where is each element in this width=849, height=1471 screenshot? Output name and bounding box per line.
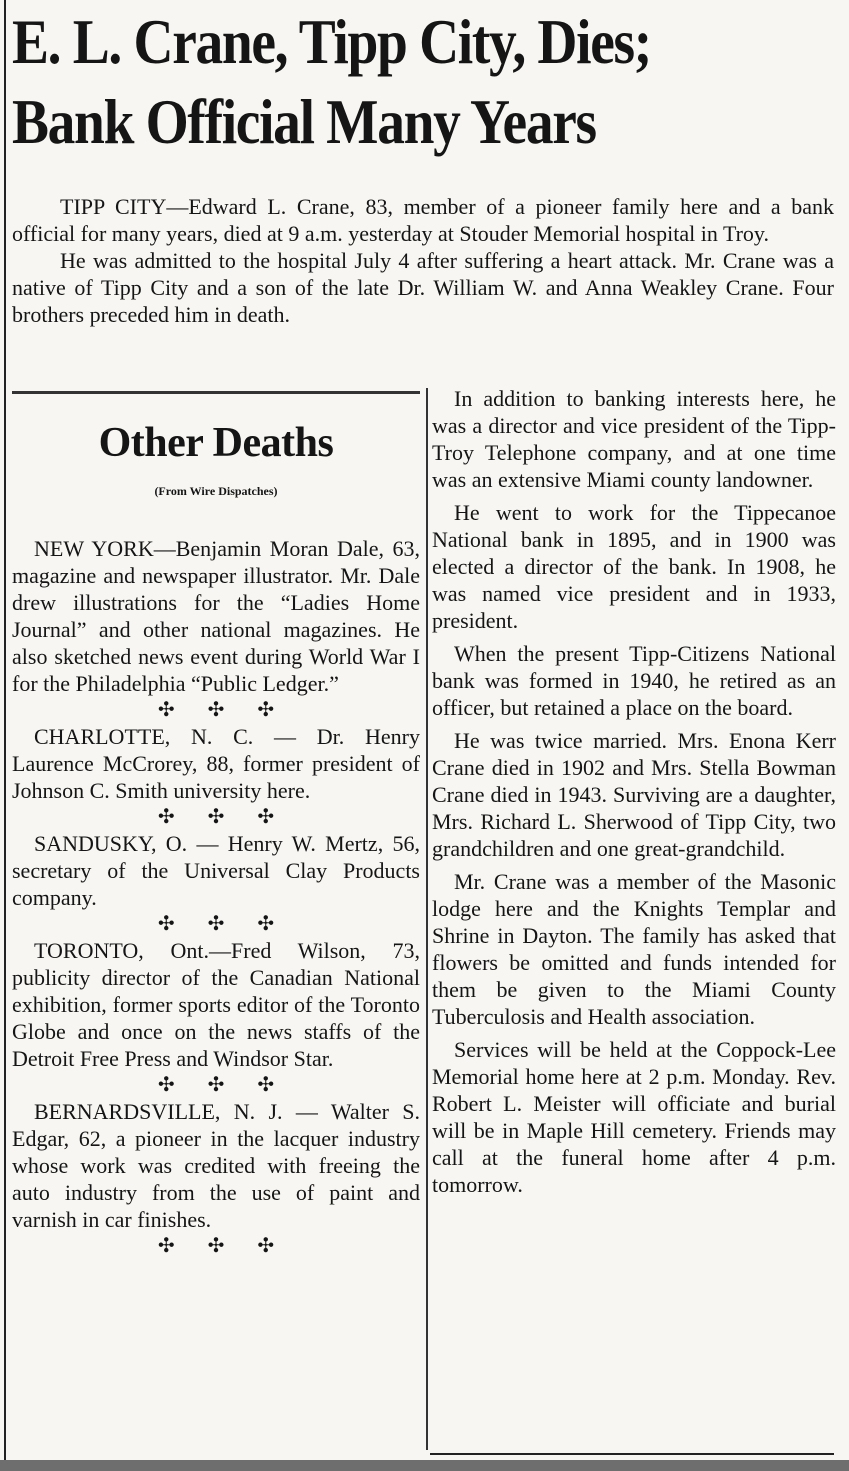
lead-article [12,193,834,328]
ornament-divider: ✣ ✣ ✣ [157,1074,289,1096]
bottom-rule [430,1453,834,1455]
article-paragraph: He went to work for the Tippecanoe National bank in 1895, and in 1900 was elected a director of the bank. In 1908, he was named vice president and in 1933, president. [432,500,836,633]
article-paragraph: When the present Tipp-Citizens National bank was formed in 1940, he retired as an officer, but retained a place on the board. [432,641,836,720]
death-notice: SANDUSKY, O. — Henry W. Mertz, 56, secretary of the Universal Clay Products company. [12,831,420,910]
death-notice: CHARLOTTE, N. C. — Dr. Henry Laurence McCrorey, 88, former president of Johnson C. Smith university here. [12,724,420,803]
article-paragraph: He was twice married. Mrs. Enona Kerr Crane died in 1902 and Mrs. Stella Bowman Crane died in 1943. Surviving are a daughter, Mrs. Richard L. Sherwood of Tipp City, two grandchildren and one great-grandchild. [432,728,836,861]
other-deaths-column [12,535,420,1259]
headline-line-2: Bank Official Many Years [12,87,596,157]
article-paragraph: Services will be held at the Coppock-Lee Memorial home here at 2 p.m. Monday. Rev. Robert L. Meister will officiate and burial will be in Maple Hill cemetery. Friends may call at the funeral home after 4 p.m. tomorrow. [432,1037,836,1197]
death-notice: NEW YORK—Benjamin Moran Dale, 63, magazine and newspaper illustrator. Mr. Dale drew illustrations for the “Ladies Home Journal” and other national magazines. He also sketched news event during World War I for the Philadelphia “Public Ledger.” [12,536,420,696]
lead-paragraph: He was admitted to the hospital July 4 after suffering a heart attack. Mr. Crane was a native of Tipp City and a son of the late Dr. William W. and Anna Weakley Crane. Four brothers preceded him in death. [12,248,834,327]
ornament-divider: ✣ ✣ ✣ [157,699,289,721]
ornament-divider: ✣ ✣ ✣ [157,806,289,828]
death-notice: BERNARDSVILLE, N. J. — Walter S. Edgar, 62, a pioneer in the lacquer industry whose work was credited with freeing the auto industry from the use of paint and varnish in car finishes. [12,1099,420,1232]
article-continuation-column [432,385,836,1204]
section-rule [12,391,420,394]
page-edge-rule [4,0,6,1460]
article-paragraph: Mr. Crane was a member of the Masonic lodge here and the Knights Templar and Shrine in Dayton. The family has asked that flowers be omitted and funds intended for them be given to the Miami County Tuberculosis and Health association. [432,869,836,1029]
other-deaths-title: Other Deaths [98,420,334,466]
death-notice: TORONTO, Ont.—Fred Wilson, 73, publicity director of the Canadian National exhibition, former sports editor of the Toronto Globe and once on the news staffs of the Detroit Free Press and Windsor Star. [12,938,420,1071]
scan-bottom-edge [0,1460,849,1471]
headline-line-1: E. L. Crane, Tipp City, Dies; [12,7,651,77]
wire-dispatches-credit: (From Wire Dispatches) [154,484,278,498]
ornament-divider: ✣ ✣ ✣ [157,1235,289,1257]
article-paragraph: In addition to banking interests here, he was a director and vice president of the Tipp-Troy Telephone company, and at one time was an extensive Miami county landowner. [432,386,836,492]
ornament-divider: ✣ ✣ ✣ [157,913,289,935]
headline [12,2,742,162]
lead-paragraph: TIPP CITY—Edward L. Crane, 83, member of a pioneer family here and a bank official for many years, died at 9 a.m. yesterday at Stouder Memorial hospital in Troy. [12,194,834,246]
column-divider [426,388,428,1450]
